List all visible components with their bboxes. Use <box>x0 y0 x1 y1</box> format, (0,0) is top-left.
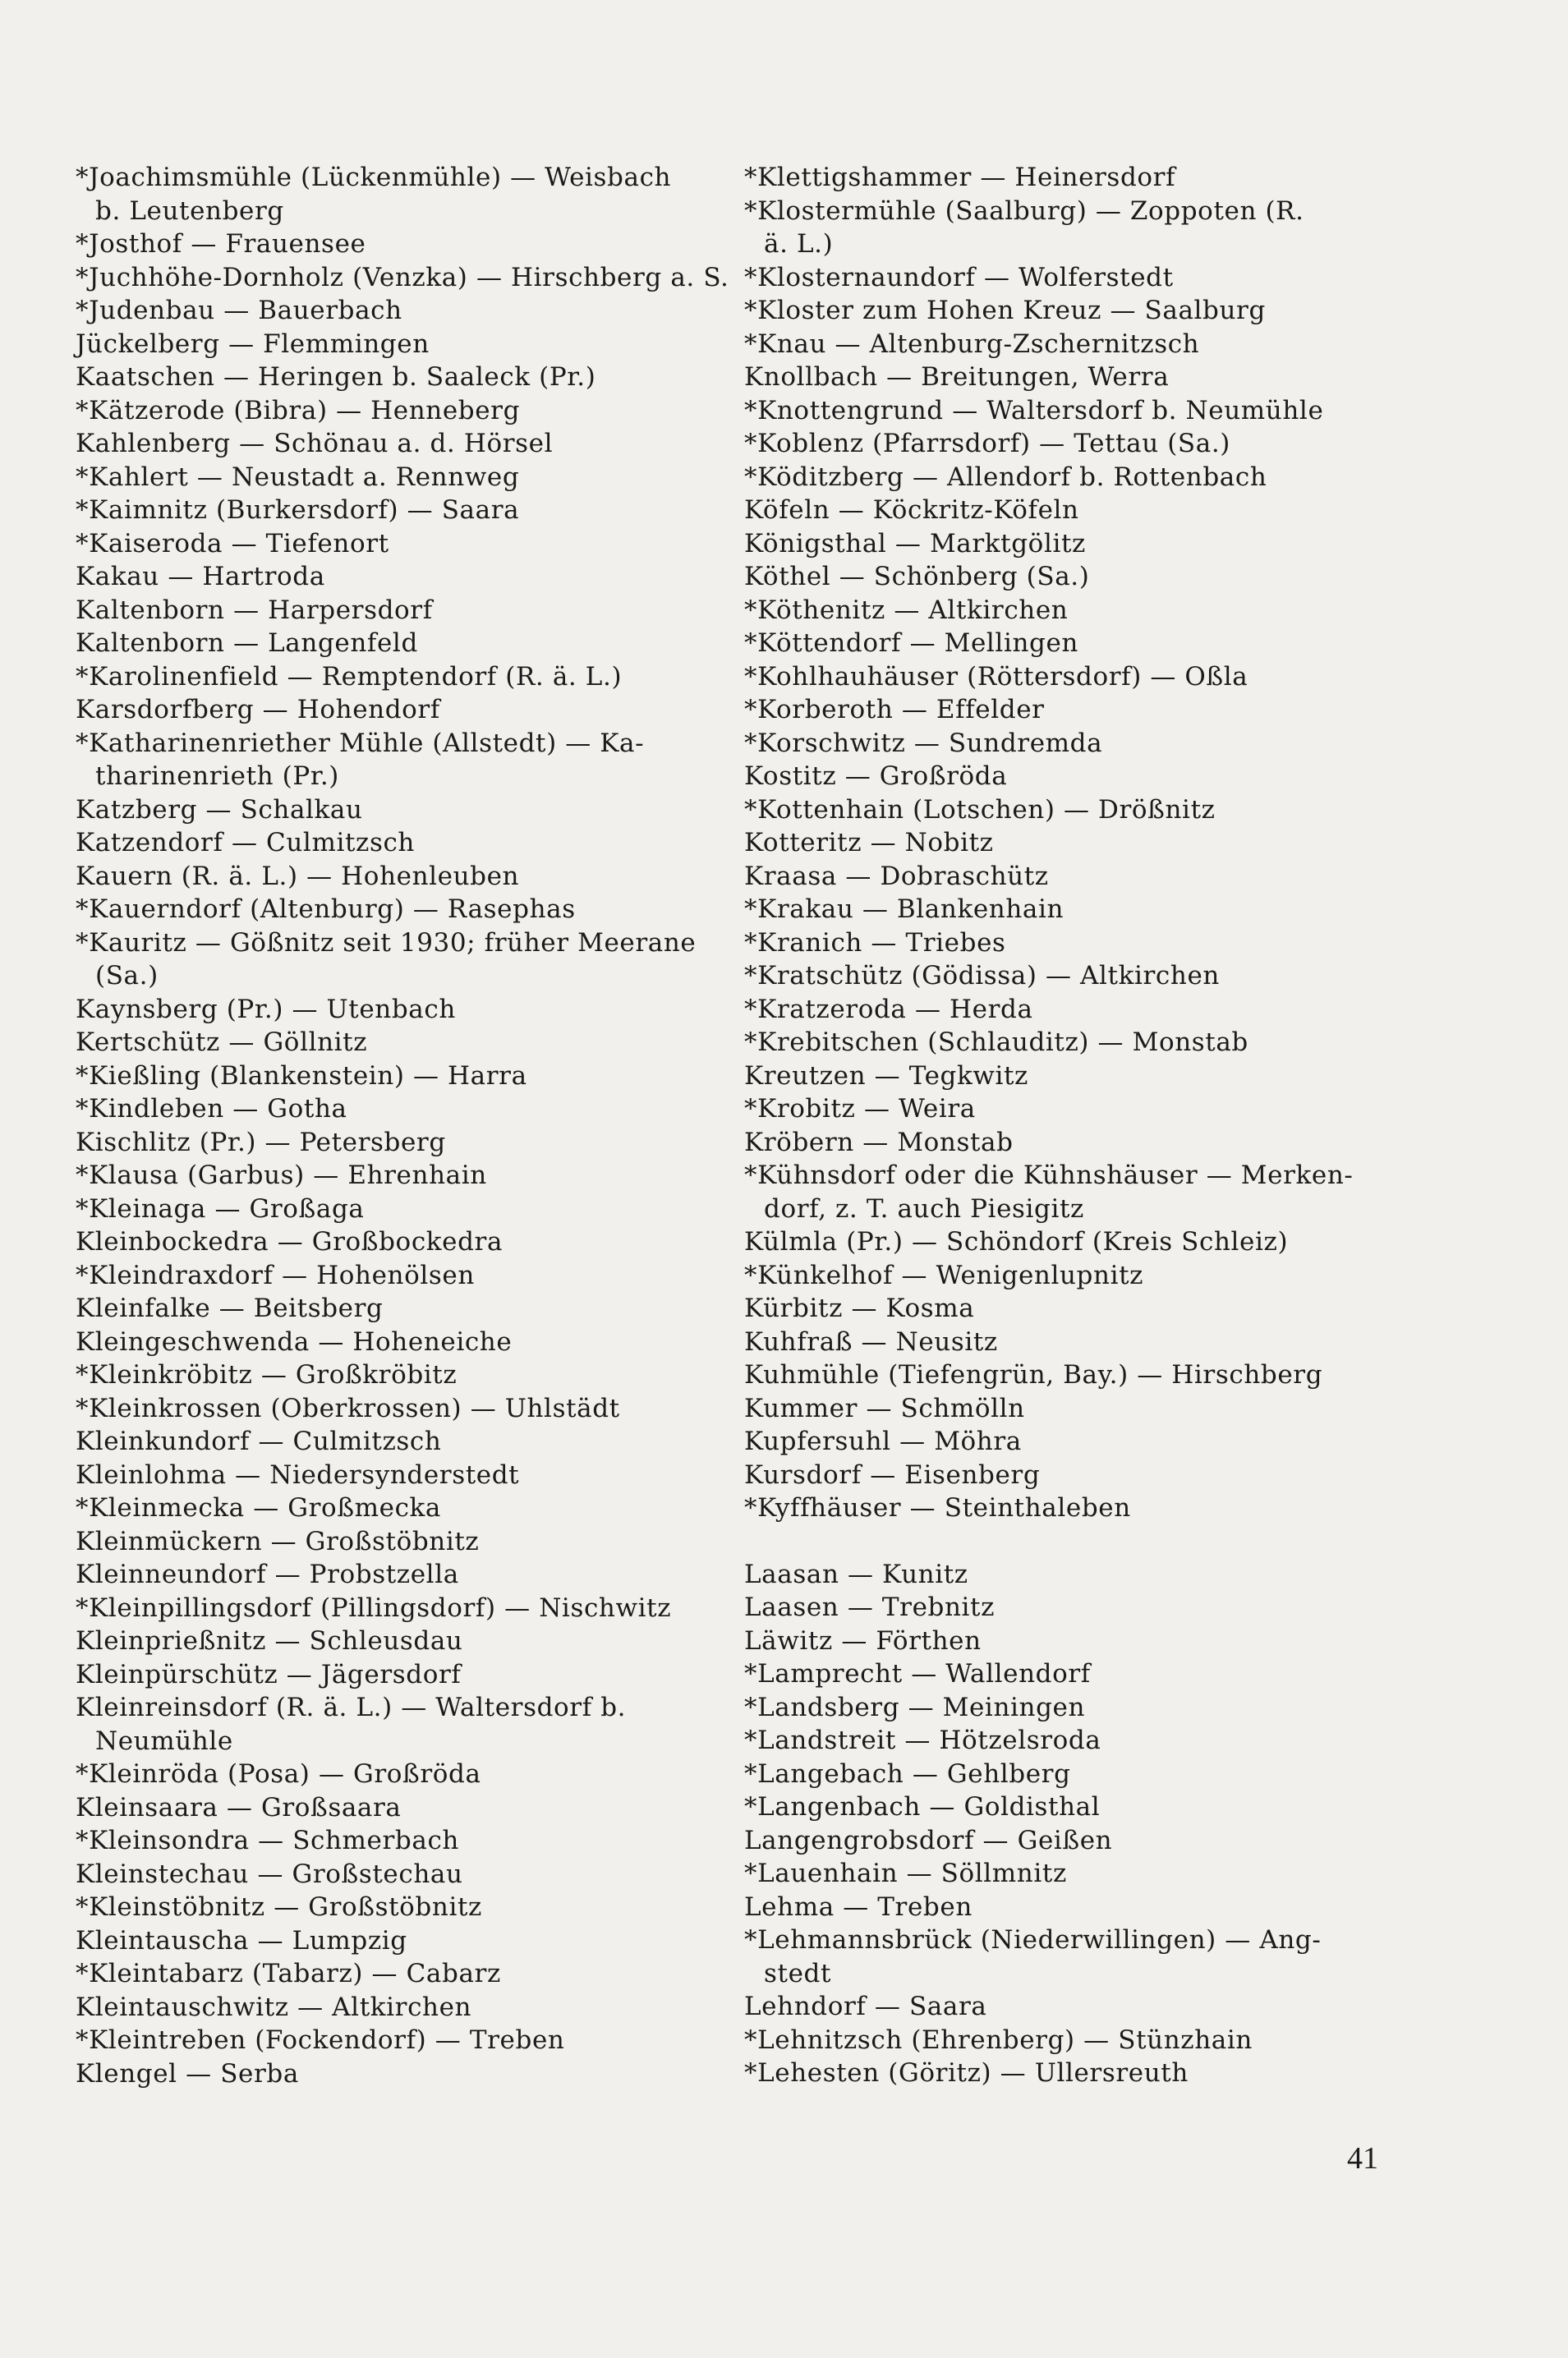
place-entry: Kleinreinsdorf (R. ä. L.) — Waltersdorf b. <box>76 1693 627 1722</box>
place-entry: *Kätzerode (Bibra) — Henneberg <box>76 395 521 425</box>
place-entry: Jückelberg — Flemmingen <box>76 329 430 359</box>
place-entry: Kleinlohma — Niedersynderstedt <box>76 1459 520 1490</box>
place-entry: Kauern (R. ä. L.) — Hohenleuben <box>76 861 520 891</box>
place-entry: Kleinsaara — Großsaara <box>76 1792 402 1823</box>
place-entry: *Juchhöhe-Dornholz (Venzka) — Hirschberg a. S. <box>76 262 729 292</box>
place-entry: *Kleinaga — Großaga <box>76 1193 365 1224</box>
place-entry: *Kyffhäuser — Steinthaleben <box>744 1493 1131 1523</box>
place-entry: Kursdorf — Eisenberg <box>744 1459 1041 1490</box>
place-entry: *Kloster zum Hohen Kreuz — Saalburg <box>744 296 1266 325</box>
place-entry: *Kindleben — Gotha <box>76 1094 347 1124</box>
place-entry: *Langenbach — Goldisthal <box>744 1792 1101 1822</box>
place-entry: *Kauerndorf (Altenburg) — Rasephas <box>76 894 576 924</box>
place-entry: Katzberg — Schalkau <box>76 794 363 825</box>
section-gap <box>744 1525 1430 1558</box>
place-entry: *Lehesten (Göritz) — Ullersreuth <box>744 2058 1189 2088</box>
place-entry: Kuhfraß — Neusitz <box>744 1326 998 1357</box>
place-entry: Külmla (Pr.) — Schöndorf (Kreis Schleiz) <box>744 1227 1289 1257</box>
entry-continuation: b. Leutenberg <box>95 195 284 226</box>
place-entry: Kürbitz — Kosma <box>744 1294 975 1323</box>
place-entry: Kleinmückern — Großstöbnitz <box>76 1526 480 1556</box>
place-entry: *Künkelhof — Wenigenlupnitz <box>744 1260 1144 1290</box>
place-entry: Läwitz — Förthen <box>744 1625 982 1656</box>
place-entry: Laasen — Trebnitz <box>744 1593 996 1622</box>
left-column <box>76 161 733 2090</box>
place-entry: Klengel — Serba <box>76 2058 299 2089</box>
place-entry: Kischlitz (Pr.) — Petersberg <box>76 1127 446 1157</box>
place-entry: Kleintauschwitz — Altkirchen <box>76 1992 472 2022</box>
place-entry: Langengrobsdorf — Geißen <box>744 1825 1113 1855</box>
place-entry: *Kranich — Triebes <box>744 927 1006 958</box>
place-entry: Knollbach — Breitungen, Werra <box>744 362 1170 392</box>
place-entry: *Klettigshammer — Heinersdorf <box>744 163 1176 192</box>
entry-continuation: dorf, z. T. auch Piesigitz <box>764 1193 1084 1224</box>
place-entry: Kleinneundorf — Probstzella <box>76 1560 459 1589</box>
place-entry: Kleinpürschütz — Jägersdorf <box>76 1659 462 1689</box>
place-entry: *Kleintabarz (Tabarz) — Cabarz <box>76 1959 501 1988</box>
place-entry: Kleingeschwenda — Hoheneiche <box>76 1326 513 1357</box>
place-entry: *Krakau — Blankenhain <box>744 894 1064 924</box>
place-entry: Kleinfalke — Beitsberg <box>76 1294 384 1323</box>
place-entry: *Köttendorf — Mellingen <box>744 628 1078 658</box>
place-entry: Kreutzen — Tegkwitz <box>744 1060 1028 1091</box>
place-entry: Kostitz — Großröda <box>744 761 1008 791</box>
place-entry: *Kießling (Blankenstein) — Harra <box>76 1060 527 1091</box>
entry-continuation: tharinenrieth (Pr.) <box>95 761 339 791</box>
place-entry: Köthel — Schönberg (Sa.) <box>744 562 1090 591</box>
place-entry: Kaltenborn — Langenfeld <box>76 628 418 658</box>
page-number: 41 <box>1347 2141 1378 2176</box>
place-entry: *Joachimsmühle (Lückenmühle) — Weisbach <box>76 163 672 192</box>
place-entry: *Katharinenriether Mühle (Allstedt) — Ka- <box>76 728 645 758</box>
place-entry: Lehma — Treben <box>744 1891 973 1922</box>
place-entry: *Krebitschen (Schlauditz) — Monstab <box>744 1027 1248 1057</box>
place-entry: Kleinprießnitz — Schleusdau <box>76 1626 463 1656</box>
place-entry: Kotteritz — Nobitz <box>744 828 994 857</box>
place-entry: *Kaiseroda — Tiefenort <box>76 528 389 558</box>
place-entry: *Langebach — Gehlberg <box>744 1758 1071 1789</box>
place-entry: Kaatschen — Heringen b. Saaleck (Pr.) <box>76 362 596 392</box>
place-entry: Kleinkundorf — Culmitzsch <box>76 1427 442 1456</box>
place-entry: *Korschwitz — Sundremda <box>744 728 1103 758</box>
place-entry: Kröbern — Monstab <box>744 1127 1014 1157</box>
place-entry: *Kohlhauhäuser (Röttersdorf) — Oßla <box>744 661 1248 692</box>
right-column <box>744 161 1430 2090</box>
place-entry: *Kleinsondra — Schmerbach <box>76 1826 459 1855</box>
place-entry: Kraasa — Dobraschütz <box>744 861 1049 891</box>
place-entry: Kaynsberg (Pr.) — Utenbach <box>76 994 456 1024</box>
entry-continuation: Neumühle <box>95 1726 233 1756</box>
place-entry: Königsthal — Marktgölitz <box>744 528 1086 558</box>
place-entry: Lehndorf — Saara <box>744 1992 987 2021</box>
place-entry: Kummer — Schmölln <box>744 1393 1025 1423</box>
place-entry: *Koblenz (Pfarrsdorf) — Tettau (Sa.) <box>744 429 1230 458</box>
place-entry: Katzendorf — Culmitzsch <box>76 828 415 857</box>
place-entry: *Lauenhain — Söllmnitz <box>744 1859 1067 1888</box>
place-entry: Kleinstechau — Großstechau <box>76 1859 463 1889</box>
place-entry: *Knau — Altenburg-Zschernitzsch <box>744 329 1200 359</box>
place-entry: *Karolinenfield — Remptendorf (R. ä. L.) <box>76 661 623 692</box>
place-entry: *Kleintreben (Fockendorf) — Treben <box>76 2025 565 2055</box>
place-entry: *Lamprecht — Wallendorf <box>744 1659 1091 1689</box>
place-entry: Kupfersuhl — Möhra <box>744 1427 1022 1456</box>
place-entry: *Kaimnitz (Burkersdorf) — Saara <box>76 495 520 525</box>
entry-continuation: stedt <box>764 1958 832 1988</box>
place-entry: *Josthof — Frauensee <box>76 229 366 259</box>
place-entry: *Knottengrund — Waltersdorf b. Neumühle <box>744 395 1324 425</box>
place-entry: *Kühnsdorf oder die Kühnshäuser — Merken- <box>744 1161 1354 1190</box>
place-entry: *Klostermühle (Saalburg) — Zoppoten (R. <box>744 195 1304 226</box>
place-entry: *Kleinkrossen (Oberkrossen) — Uhlstädt <box>76 1393 620 1423</box>
place-entry: Kuhmühle (Tiefengrün, Bay.) — Hirschberg <box>744 1360 1323 1390</box>
place-entry: *Kleinröda (Posa) — Großröda <box>76 1759 481 1789</box>
place-entry: Kertschütz — Göllnitz <box>76 1027 368 1057</box>
place-entry: Laasan — Kunitz <box>744 1559 968 1589</box>
place-entry: Kleinbockedra — Großbockedra <box>76 1227 504 1257</box>
place-entry: Köfeln — Köckritz-Köfeln <box>744 495 1079 525</box>
place-entry: *Köditzberg — Allendorf b. Rottenbach <box>744 462 1267 492</box>
place-entry: *Kahlert — Neustadt a. Rennweg <box>76 462 520 492</box>
place-entry: *Lehnitzsch (Ehrenberg) — Stünzhain <box>744 2025 1253 2055</box>
entry-continuation: ä. L.) <box>764 229 834 259</box>
place-entry: *Kratschütz (Gödissa) — Altkirchen <box>744 961 1220 991</box>
place-entry: *Kleinstöbnitz — Großstöbnitz <box>76 1892 482 1922</box>
place-entry: Kahlenberg — Schönau a. d. Hörsel <box>76 429 554 458</box>
place-entry: *Kauritz — Gößnitz seit 1930; früher Meerane <box>76 927 697 958</box>
place-entry: *Landsberg — Meiningen <box>744 1692 1086 1722</box>
place-entry: *Lehmannsbrück (Niederwillingen) — Ang- <box>744 1925 1322 1955</box>
place-entry: *Korberoth — Effelder <box>744 695 1045 724</box>
place-entry: Kaltenborn — Harpersdorf <box>76 595 433 625</box>
place-entry: *Kottenhain (Lotschen) — Drößnitz <box>744 794 1216 825</box>
place-entry: *Judenbau — Bauerbach <box>76 296 402 325</box>
place-entry: *Kratzeroda — Herda <box>744 994 1033 1024</box>
place-entry: *Landstreit — Hötzelsroda <box>744 1726 1101 1755</box>
place-entry: *Kleinkröbitz — Großkröbitz <box>76 1360 458 1390</box>
place-entry: *Krobitz — Weira <box>744 1094 976 1124</box>
place-entry: *Kleinpillingsdorf (Pillingsdorf) — Nischwitz <box>76 1593 672 1623</box>
place-entry: *Klosternaundorf — Wolferstedt <box>744 262 1174 292</box>
place-entry: Kakau — Hartroda <box>76 562 325 591</box>
place-entry: *Kleindraxdorf — Hohenölsen <box>76 1260 475 1290</box>
place-entry: Karsdorfberg — Hohendorf <box>76 695 440 724</box>
place-entry: Kleintauscha — Lumpzig <box>76 1925 407 1956</box>
place-entry: *Klausa (Garbus) — Ehrenhain <box>76 1161 487 1190</box>
place-entry: *Kleinmecka — Großmecka <box>76 1493 441 1523</box>
place-entry: *Köthenitz — Altkirchen <box>744 595 1069 625</box>
entry-continuation: (Sa.) <box>95 961 159 991</box>
